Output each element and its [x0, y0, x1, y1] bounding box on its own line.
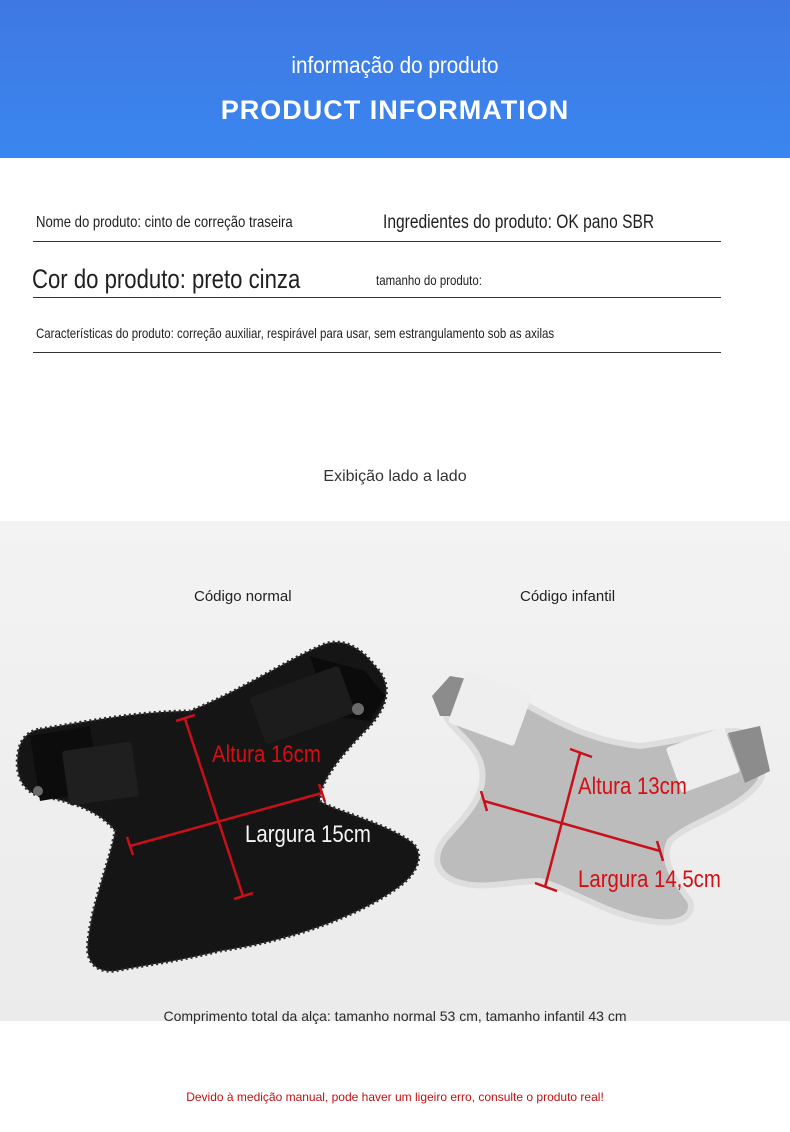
header-title: PRODUCT INFORMATION [220, 95, 570, 125]
features-text: Características do produto: correção auxiliar, respirável para usar, sem estrangulamento sob as axilas [36, 325, 555, 341]
section-title: Exibição lado a lado [323, 468, 467, 485]
disclaimer-note: Devido à medição manual, pode haver um ligeiro erro, consulte o produto real! [186, 1090, 604, 1104]
ingredients-text: Ingredientes do produto: OK pano SBR [383, 212, 655, 233]
product-photo [0, 521, 790, 1021]
header-subtitle: informação do produto [291, 52, 499, 78]
child-size-label: Código infantil [520, 588, 616, 605]
info-row-color [33, 258, 721, 298]
normal-height-label: Altura 16cm [212, 741, 321, 768]
color-text: Cor do produto: preto cinza [32, 264, 301, 294]
normal-size-label: Código normal [194, 588, 292, 605]
normal-width-label: Largura 15cm [245, 821, 371, 848]
size-text: tamanho do produto: [376, 272, 482, 288]
header-banner [0, 0, 790, 158]
child-height-label: Altura 13cm [578, 773, 687, 800]
product-name-text: Nome do produto: cinto de correção traseira [36, 214, 293, 231]
child-width-label: Largura 14,5cm [578, 866, 721, 893]
products-illustration [0, 521, 790, 1021]
info-row-name [33, 204, 721, 242]
info-row-features [33, 314, 721, 353]
black-brace-image [17, 642, 419, 971]
strap-length-note: Comprimento total da alça: tamanho normal 53 cm, tamanho infantil 43 cm [163, 1008, 627, 1024]
